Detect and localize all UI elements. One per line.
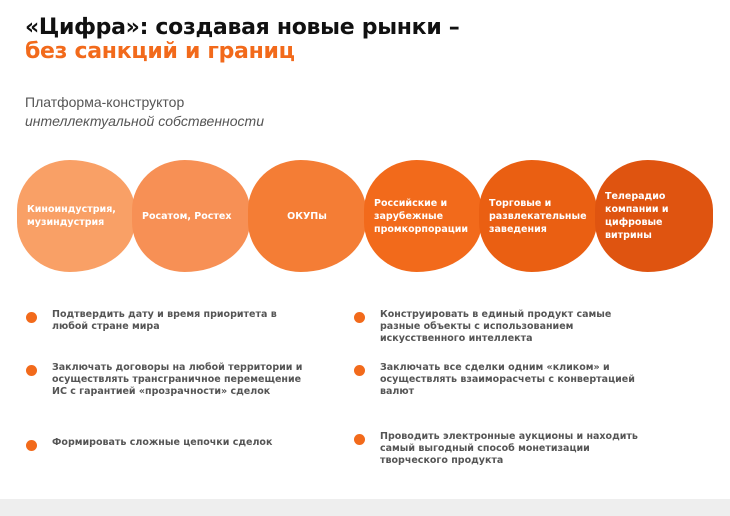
title-line-2: без санкций и границ	[25, 39, 295, 64]
subtitle	[25, 93, 264, 131]
bullet-dot-icon	[26, 312, 37, 323]
bullet-dot-icon	[26, 365, 37, 376]
segment-petal	[479, 160, 597, 272]
list-item	[26, 309, 316, 333]
segment-petal	[248, 160, 366, 272]
list-item-text: Заключать договоры на любой территории и осуществлять трансграничное перемещение ИС с гарантией «прозрачности» сделок	[52, 362, 303, 397]
list-item	[354, 431, 654, 467]
segments-row	[0, 160, 730, 272]
bullet-dot-icon	[354, 312, 365, 323]
segment-petal	[364, 160, 482, 272]
bullet-dot-icon	[354, 434, 365, 445]
segment-petal	[132, 160, 250, 272]
segment-label: Телерадио компании и цифровые витрины	[605, 191, 669, 241]
segment-label: Российские и зарубежные промкорпорации	[374, 197, 469, 235]
bullet-dot-icon	[354, 365, 365, 376]
bullet-dot-icon	[26, 440, 37, 451]
subtitle-line-1: Платформа-конструктор	[25, 94, 185, 110]
list-item-text: Формировать сложные цепочки сделок	[52, 437, 273, 448]
segment-label: Киноиндустрия, музиндустрия	[27, 204, 116, 228]
list-item-text: Проводить электронные аукционы и находить самый выгодный способ монетизации творческого продукта	[380, 431, 638, 466]
segment-label: Росатом, Ростех	[142, 210, 232, 222]
segment-label: Торговые и развлекательные заведения	[489, 197, 587, 235]
list-item-text: Конструировать в единый продукт самые разные объекты с использованием искусственного интеллекта	[380, 309, 612, 344]
list-item-text: Заключать все сделки одним «кликом» и осуществлять взаиморасчеты с конвертацией валют	[380, 362, 635, 397]
segment-label: ОКУПы	[287, 210, 327, 222]
title-line-1: «Цифра»: создавая новые рынки –	[25, 15, 460, 40]
list-item	[354, 362, 654, 398]
list-item	[354, 309, 654, 345]
list-item-text: Подтвердить дату и время приоритета в любой стране мира	[52, 309, 277, 332]
list-item	[26, 437, 316, 449]
segment-petal	[595, 160, 713, 272]
segment-petal	[17, 160, 135, 272]
footer-bar	[0, 499, 730, 516]
subtitle-line-2: интеллектуальной собственности	[25, 113, 264, 129]
list-item	[26, 362, 316, 398]
page-title	[25, 16, 460, 64]
